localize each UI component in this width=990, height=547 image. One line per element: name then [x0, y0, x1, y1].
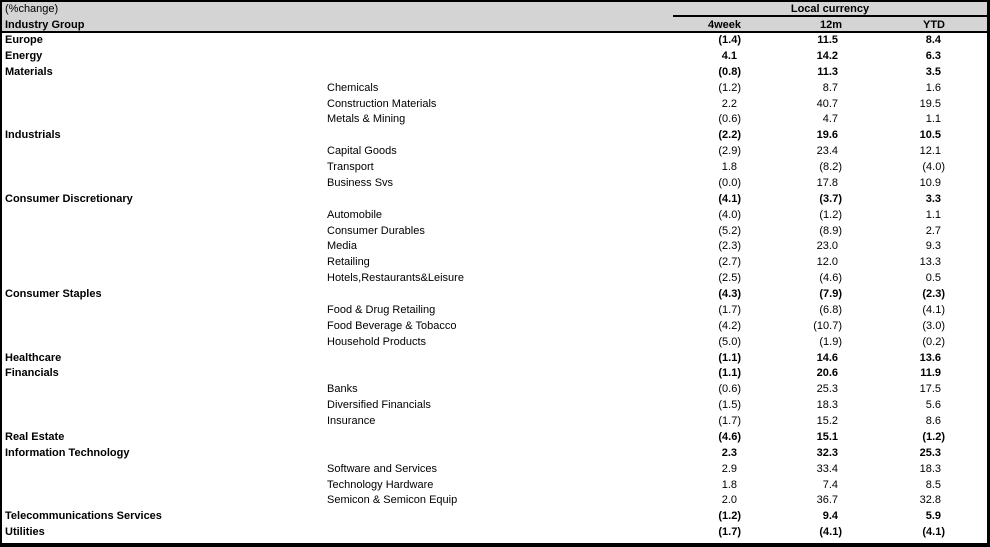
- value-ytd: 5.9: [925, 510, 941, 523]
- sub-industry-cell: Food & Drug Retailing: [327, 303, 436, 316]
- value-ytd: 1.1: [925, 113, 941, 126]
- industry-group-cell: Real Estate: [5, 430, 65, 443]
- table-row: [2, 319, 987, 335]
- value-4week: (5.0): [718, 335, 741, 348]
- sub-industry-cell: Retailing: [327, 256, 370, 269]
- table-row: [2, 462, 987, 478]
- header-row-columns: [2, 17, 987, 33]
- value-ytd: 3.5: [925, 65, 941, 78]
- value-12m: 14.6: [816, 351, 838, 364]
- value-12m: (7.9): [819, 288, 842, 300]
- local-currency-header: Local currency: [673, 2, 987, 17]
- value-4week: (1.4): [718, 34, 741, 46]
- value-ytd: (4.1): [922, 303, 945, 316]
- table-row: [2, 414, 987, 430]
- table-row: [2, 303, 987, 319]
- value-ytd: 19.5: [919, 97, 941, 110]
- industry-group-cell: Telecommunications Services: [5, 510, 162, 523]
- value-12m: (8.2): [819, 161, 842, 173]
- value-12m: (4.1): [819, 526, 842, 539]
- value-4week: (1.7): [718, 526, 741, 539]
- value-4week: (1.1): [718, 351, 741, 364]
- table-row: [2, 255, 987, 271]
- value-ytd: 6.3: [925, 49, 941, 62]
- value-12m: 18.3: [816, 399, 838, 412]
- sub-industry-cell: Diversified Financials: [327, 399, 431, 412]
- value-4week: (5.2): [718, 224, 741, 237]
- table-row: [2, 493, 987, 509]
- value-12m: 4.7: [822, 113, 838, 126]
- table-row: [2, 81, 987, 97]
- sub-industry-cell: Food Beverage & Tobacco: [327, 319, 457, 332]
- table-row: [2, 287, 987, 303]
- value-12m: (3.7): [819, 192, 842, 205]
- table-row: [2, 65, 987, 81]
- value-ytd: 3.3: [925, 192, 941, 205]
- value-ytd: (4.1): [922, 526, 945, 539]
- industry-group-cell: Energy: [5, 49, 43, 62]
- table-row: [2, 509, 987, 525]
- value-4week: (1.5): [718, 399, 741, 412]
- sub-industry-cell: Hotels,Restaurants&Leisure: [327, 272, 464, 285]
- value-12m: 7.4: [822, 478, 838, 491]
- value-12m: (10.7): [813, 319, 842, 332]
- sub-industry-cell: Consumer Durables: [327, 224, 425, 237]
- sub-industry-cell: Transport: [327, 161, 374, 173]
- value-ytd: 1.1: [925, 208, 941, 221]
- value-4week: (0.6): [718, 113, 741, 126]
- value-4week: 4.1: [721, 49, 737, 62]
- value-12m: 32.3: [816, 446, 838, 459]
- industry-group-cell: Consumer Discretionary: [5, 192, 133, 205]
- table-body: [2, 33, 987, 541]
- sub-industry-cell: Household Products: [327, 335, 427, 348]
- column-header-ytd: YTD: [923, 19, 945, 31]
- value-ytd: 2.7: [925, 224, 941, 237]
- table-row: [2, 49, 987, 65]
- value-12m: 25.3: [816, 383, 838, 396]
- value-4week: (1.1): [718, 367, 741, 380]
- table-row: [2, 97, 987, 113]
- table-row: [2, 351, 987, 367]
- value-12m: 8.7: [822, 81, 838, 94]
- value-ytd: 5.6: [925, 399, 941, 412]
- value-4week: (0.0): [718, 176, 741, 189]
- sub-industry-cell: Business Svs: [327, 176, 394, 189]
- value-ytd: 11.9: [920, 367, 941, 380]
- sub-industry-cell: Chemicals: [327, 81, 379, 94]
- value-12m: 36.7: [816, 494, 838, 507]
- sub-industry-cell: Software and Services: [327, 462, 438, 475]
- value-ytd: 10.9: [919, 176, 941, 189]
- value-ytd: 8.6: [925, 415, 941, 427]
- sub-industry-cell: Semicon & Semicon Equip: [327, 494, 458, 507]
- value-12m: 15.2: [816, 415, 838, 427]
- table-row: [2, 160, 987, 176]
- value-12m: (4.6): [819, 272, 842, 285]
- value-12m: 11.3: [817, 65, 838, 78]
- value-4week: 2.2: [721, 97, 737, 110]
- value-4week: (0.6): [718, 383, 741, 396]
- percent-change-label: (%change): [5, 3, 59, 15]
- table-row: [2, 144, 987, 160]
- value-12m: 33.4: [816, 462, 838, 475]
- value-12m: (8.9): [819, 224, 842, 237]
- table-row: [2, 446, 987, 462]
- value-12m: 9.4: [822, 510, 838, 523]
- value-ytd: 12.1: [919, 145, 941, 158]
- column-header-12m: 12m: [819, 19, 842, 31]
- value-4week: (4.1): [718, 192, 741, 205]
- sub-industry-cell: Insurance: [327, 415, 376, 427]
- sub-industry-cell: Banks: [327, 383, 358, 396]
- value-4week: (2.9): [718, 145, 741, 158]
- value-ytd: 17.5: [919, 383, 941, 396]
- industry-group-cell: Healthcare: [5, 351, 62, 364]
- value-ytd: 32.8: [919, 494, 941, 507]
- value-12m: (6.8): [819, 303, 842, 316]
- value-ytd: 13.3: [919, 256, 941, 269]
- value-12m: 20.6: [816, 367, 838, 380]
- value-4week: (2.2): [718, 129, 741, 142]
- table-row: [2, 478, 987, 494]
- value-12m: (1.9): [819, 335, 842, 348]
- value-ytd: (1.2): [922, 430, 945, 443]
- value-12m: 23.0: [816, 240, 838, 253]
- table-row: [2, 208, 987, 224]
- sub-industry-cell: Metals & Mining: [327, 113, 406, 126]
- industry-group-cell: Consumer Staples: [5, 288, 102, 300]
- value-12m: 11.5: [817, 34, 838, 46]
- value-4week: (4.6): [718, 430, 741, 443]
- industry-group-header: Industry Group: [5, 19, 85, 31]
- value-4week: (2.7): [718, 256, 741, 269]
- value-ytd: 13.6: [919, 351, 941, 364]
- table-row: [2, 128, 987, 144]
- table-header: [2, 2, 987, 33]
- industry-group-cell: Financials: [5, 367, 59, 380]
- table-row: [2, 430, 987, 446]
- value-4week: (1.2): [718, 510, 741, 523]
- value-ytd: 25.3: [919, 446, 941, 459]
- value-4week: (1.7): [718, 415, 741, 427]
- value-4week: (4.3): [718, 288, 741, 300]
- sub-industry-cell: Media: [327, 240, 357, 253]
- industry-group-cell: Utilities: [5, 526, 45, 539]
- sub-industry-cell: Construction Materials: [327, 97, 437, 110]
- value-12m: 19.6: [816, 129, 838, 142]
- value-4week: 2.3: [721, 446, 737, 459]
- table-row: [2, 224, 987, 240]
- value-12m: 40.7: [816, 97, 838, 110]
- industry-group-cell: Industrials: [5, 129, 61, 142]
- table-row: [2, 112, 987, 128]
- value-ytd: 8.5: [925, 478, 941, 491]
- table-row: [2, 239, 987, 255]
- sub-industry-cell: Automobile: [327, 208, 383, 221]
- table-row: [2, 525, 987, 541]
- value-ytd: 0.5: [925, 272, 941, 285]
- table-row: [2, 176, 987, 192]
- value-ytd: 10.5: [919, 129, 941, 142]
- header-row-top: [2, 2, 987, 17]
- value-4week: (2.5): [718, 272, 741, 285]
- value-ytd: (4.0): [922, 161, 945, 173]
- table-row: [2, 366, 987, 382]
- value-4week: (4.0): [718, 208, 741, 221]
- value-ytd: 1.6: [925, 81, 941, 94]
- value-ytd: 18.3: [919, 462, 941, 475]
- industry-group-cell: Europe: [5, 34, 43, 46]
- industry-group-cell: Materials: [5, 65, 53, 78]
- value-12m: 12.0: [816, 256, 838, 269]
- table-row: [2, 271, 987, 287]
- industry-group-cell: Information Technology: [5, 446, 130, 459]
- value-4week: 2.9: [721, 462, 737, 475]
- value-12m: 14.2: [816, 49, 838, 62]
- column-header-4week: 4week: [707, 19, 741, 31]
- value-4week: 1.8: [721, 478, 737, 491]
- value-4week: 1.8: [721, 161, 737, 173]
- value-4week: (4.2): [718, 319, 741, 332]
- value-ytd: 9.3: [925, 240, 941, 253]
- value-ytd: (2.3): [922, 288, 945, 300]
- table-row: [2, 398, 987, 414]
- value-12m: 17.8: [816, 176, 838, 189]
- value-12m: 15.1: [816, 430, 838, 443]
- value-ytd: (0.2): [922, 335, 945, 348]
- sub-industry-cell: Technology Hardware: [327, 478, 434, 491]
- value-4week: 2.0: [721, 494, 737, 507]
- sub-industry-cell: Capital Goods: [327, 145, 397, 158]
- table-row: [2, 33, 987, 49]
- value-12m: (1.2): [819, 208, 842, 221]
- table-row: [2, 192, 987, 208]
- value-4week: (1.2): [718, 81, 741, 94]
- value-ytd: (3.0): [922, 319, 945, 332]
- value-4week: (2.3): [718, 240, 741, 253]
- value-4week: (0.8): [718, 65, 741, 78]
- table-row: [2, 335, 987, 351]
- table-row: [2, 382, 987, 398]
- value-4week: (1.7): [718, 303, 741, 316]
- value-12m: 23.4: [816, 145, 838, 158]
- value-ytd: 8.4: [925, 34, 941, 46]
